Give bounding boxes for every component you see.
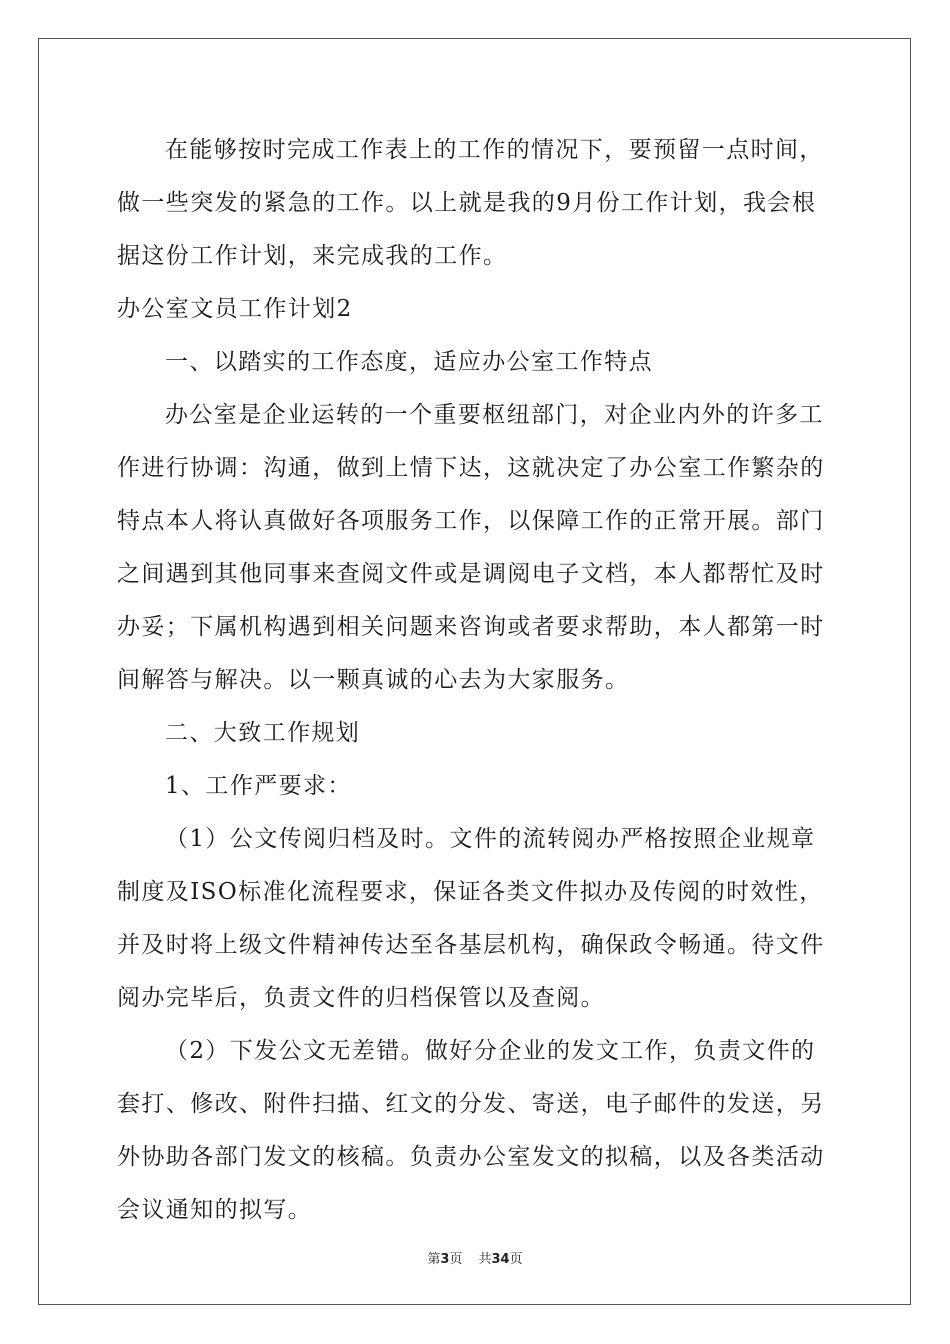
paragraph-4: （2）下发公文无差错。做好分企业的发文工作，负责文件的套打、修改、附件扫描、红文的分发、寄送，电子邮件的发送，另外协助各部门发文的核稿。负责办公室发文的拟稿，以及各类活动会议通知的拟写。 xyxy=(117,1038,825,1223)
paragraph-2: 办公室是企业运转的一个重要枢纽部门，对企业内外的许多工作进行协调：沟通，做到上情下达，这就决定了办公室工作繁杂的特点本人将认真做好各项服务工作，以保障工作的正常开展。部门之间遇到其他同事来查阅文件或是调阅电子文档，本人都帮忙及时办妥；下属机构遇到相关问题来咨询或者要求帮助，本人都第一时间解答与解决。以一颗真诚的心去为大家服务。 xyxy=(117,402,825,693)
document-body xyxy=(117,124,837,1237)
subheading-1: 1、工作严要求： xyxy=(165,773,352,799)
page-footer xyxy=(0,1248,950,1267)
total-suffix: 页 xyxy=(509,1252,523,1267)
section-title: 办公室文员工作计划2 xyxy=(117,296,353,322)
total-prefix: 共 xyxy=(478,1252,492,1267)
paragraph-3: （1）公文传阅归档及时。文件的流转阅办严格按照企业规章制度及ISO标准化流程要求，保证各类文件拟办及传阅的时效性，并及时将上级文件精神传达至各基层机构，确保政令畅通。待文件阅办完毕后，负责文件的归档保管以及查阅。 xyxy=(117,826,825,1011)
page-suffix: 页 xyxy=(449,1252,463,1267)
page-number: 3 xyxy=(440,1252,450,1267)
total-pages: 34 xyxy=(491,1252,510,1267)
page-prefix: 第 xyxy=(427,1252,441,1267)
heading-1: 一、以踏实的工作态度，适应办公室工作特点 xyxy=(165,349,653,375)
heading-2: 二、大致工作规划 xyxy=(165,720,361,746)
paragraph-1: 在能够按时完成工作表上的工作的情况下，要预留一点时间，做一些突发的紧急的工作。以上就是我的9月份工作计划，我会根据这份工作计划，来完成我的工作。 xyxy=(117,137,824,269)
